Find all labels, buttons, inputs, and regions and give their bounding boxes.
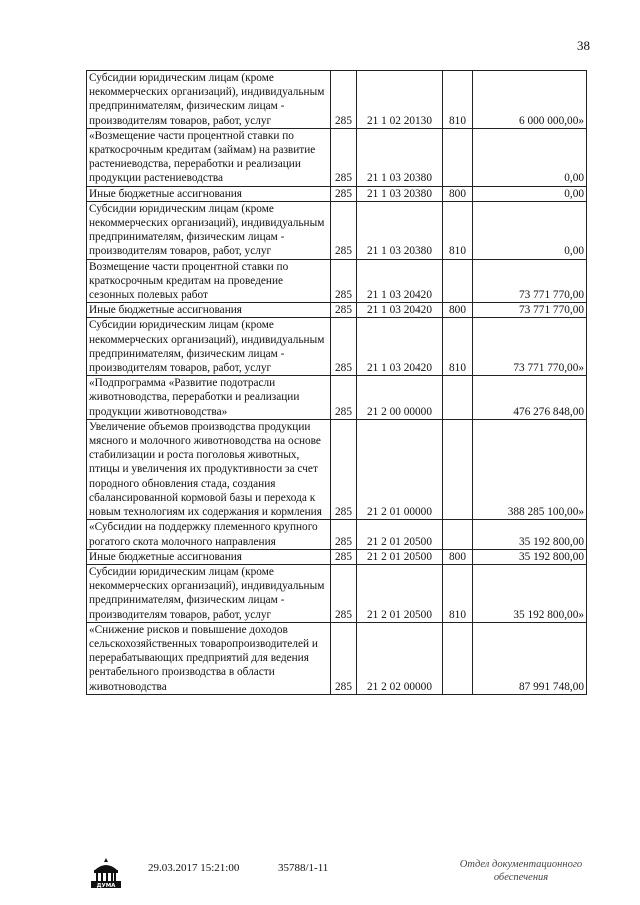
row-gr-code-cell: 285 (331, 419, 357, 519)
row-expense-type-cell (443, 622, 473, 694)
row-expense-type-cell: 800 (443, 186, 473, 201)
row-target-code-cell: 21 2 01 20500 (357, 564, 443, 622)
row-name-cell: «Подпрограмма «Развитие подотрасли животноводства, переработки и реализации продукции животноводства» (87, 376, 331, 420)
table-row (87, 419, 587, 519)
row-expense-type-cell (443, 128, 473, 186)
table-row (87, 201, 587, 259)
row-gr-code-cell: 285 (331, 71, 357, 129)
page-number: 38 (577, 38, 590, 53)
row-expense-type-cell: 810 (443, 564, 473, 622)
row-target-code-cell: 21 1 03 20420 (357, 318, 443, 376)
table-row (87, 71, 587, 129)
row-expense-type-cell: 810 (443, 201, 473, 259)
table-row (87, 564, 587, 622)
row-expense-type-cell: 800 (443, 549, 473, 564)
row-amount-cell: 0,00 (473, 128, 587, 186)
row-gr-code-cell: 285 (331, 186, 357, 201)
row-expense-type-cell: 800 (443, 303, 473, 318)
department-stamp (446, 858, 596, 884)
row-gr-code-cell: 285 (331, 549, 357, 564)
row-name-cell: Субсидии юридическим лицам (кроме некоммерческих организаций), индивидуальным предпринимателям, физическим лицам - производителям товаров, работ, услуг (87, 201, 331, 259)
row-amount-cell: 73 771 770,00 (473, 303, 587, 318)
row-name-cell: «Возмещение части процентной ставки по краткосрочным кредитам (займам) на развитие растениеводства, переработки и реализации продукции растениеводства (87, 128, 331, 186)
row-target-code-cell: 21 1 03 20420 (357, 259, 443, 303)
row-name-cell: Иные бюджетные ассигнования (87, 303, 331, 318)
row-gr-code-cell: 285 (331, 520, 357, 549)
row-target-code-cell: 21 1 03 20380 (357, 128, 443, 186)
row-amount-cell: 0,00 (473, 201, 587, 259)
stamp-line-1: Отдел документационного (459, 859, 583, 870)
row-expense-type-cell (443, 259, 473, 303)
row-amount-cell: 388 285 100,00» (473, 419, 587, 519)
table-row (87, 259, 587, 303)
row-target-code-cell: 21 2 02 00000 (357, 622, 443, 694)
row-gr-code-cell: 285 (331, 128, 357, 186)
row-name-cell: Субсидии юридическим лицам (кроме некоммерческих организаций), индивидуальным предпринимателям, физическим лицам - производителям товаров, работ, услуг (87, 318, 331, 376)
table-row (87, 376, 587, 420)
duma-logo-text: ДУМА (96, 883, 116, 889)
table-row (87, 520, 587, 549)
row-name-cell: Возмещение части процентной ставки по краткосрочным кредитам на проведение сезонных полевых работ (87, 259, 331, 303)
row-expense-type-cell (443, 419, 473, 519)
row-amount-cell: 73 771 770,00» (473, 318, 587, 376)
row-gr-code-cell: 285 (331, 318, 357, 376)
row-expense-type-cell (443, 376, 473, 420)
footer-date: 29.03.2017 15:21:00 (148, 862, 240, 874)
row-name-cell: Увеличение объемов производства продукции мясного и молочного животноводства на основе стабилизации и роста поголовья животных, птицы и увеличения их продуктивности за счет породного обновления стада, создания сбалансированной кормовой базы и перехода к новым технологиям их содержания и кормления (87, 419, 331, 519)
budget-table (86, 70, 587, 695)
row-gr-code-cell: 285 (331, 564, 357, 622)
row-target-code-cell: 21 2 01 20500 (357, 520, 443, 549)
table-row (87, 622, 587, 694)
table-row (87, 186, 587, 201)
row-amount-cell: 0,00 (473, 186, 587, 201)
row-target-code-cell: 21 1 03 20380 (357, 201, 443, 259)
row-expense-type-cell: 810 (443, 71, 473, 129)
row-amount-cell: 35 192 800,00» (473, 564, 587, 622)
row-amount-cell: 87 991 748,00 (473, 622, 587, 694)
row-target-code-cell: 21 1 03 20420 (357, 303, 443, 318)
row-target-code-cell: 21 2 01 20500 (357, 549, 443, 564)
row-gr-code-cell: 285 (331, 259, 357, 303)
row-expense-type-cell (443, 520, 473, 549)
table-row (87, 303, 587, 318)
row-amount-cell: 6 000 000,00» (473, 71, 587, 129)
row-gr-code-cell: 285 (331, 376, 357, 420)
row-gr-code-cell: 285 (331, 622, 357, 694)
row-name-cell: «Субсидии на поддержку племенного крупного рогатого скота молочного направления (87, 520, 331, 549)
footer-document-number: 35788/1-11 (278, 862, 329, 874)
row-target-code-cell: 21 2 00 00000 (357, 376, 443, 420)
row-name-cell: Иные бюджетные ассигнования (87, 549, 331, 564)
row-name-cell: Субсидии юридическим лицам (кроме некоммерческих организаций), индивидуальным предпринимателям, физическим лицам - производителям товаров, работ, услуг (87, 71, 331, 129)
table-row (87, 128, 587, 186)
row-target-code-cell: 21 1 02 20130 (357, 71, 443, 129)
row-name-cell: Субсидии юридическим лицам (кроме некоммерческих организаций), индивидуальным предпринимателям, физическим лицам - производителям товаров, работ, услуг (87, 564, 331, 622)
table-row (87, 549, 587, 564)
row-gr-code-cell: 285 (331, 303, 357, 318)
row-name-cell: «Снижение рисков и повышение доходов сельскохозяйственных товаропроизводителей и перерабатывающих предприятий для ведения рентабельного производства в области животноводства (87, 622, 331, 694)
budget-table-body (87, 71, 587, 695)
duma-logo-icon (86, 856, 126, 890)
row-amount-cell: 73 771 770,00 (473, 259, 587, 303)
row-amount-cell: 476 276 848,00 (473, 376, 587, 420)
row-amount-cell: 35 192 800,00 (473, 549, 587, 564)
row-amount-cell: 35 192 800,00 (473, 520, 587, 549)
row-target-code-cell: 21 2 01 00000 (357, 419, 443, 519)
row-expense-type-cell: 810 (443, 318, 473, 376)
row-target-code-cell: 21 1 03 20380 (357, 186, 443, 201)
table-row (87, 318, 587, 376)
stamp-line-2: обеспечения (493, 872, 549, 883)
row-name-cell: Иные бюджетные ассигнования (87, 186, 331, 201)
row-gr-code-cell: 285 (331, 201, 357, 259)
